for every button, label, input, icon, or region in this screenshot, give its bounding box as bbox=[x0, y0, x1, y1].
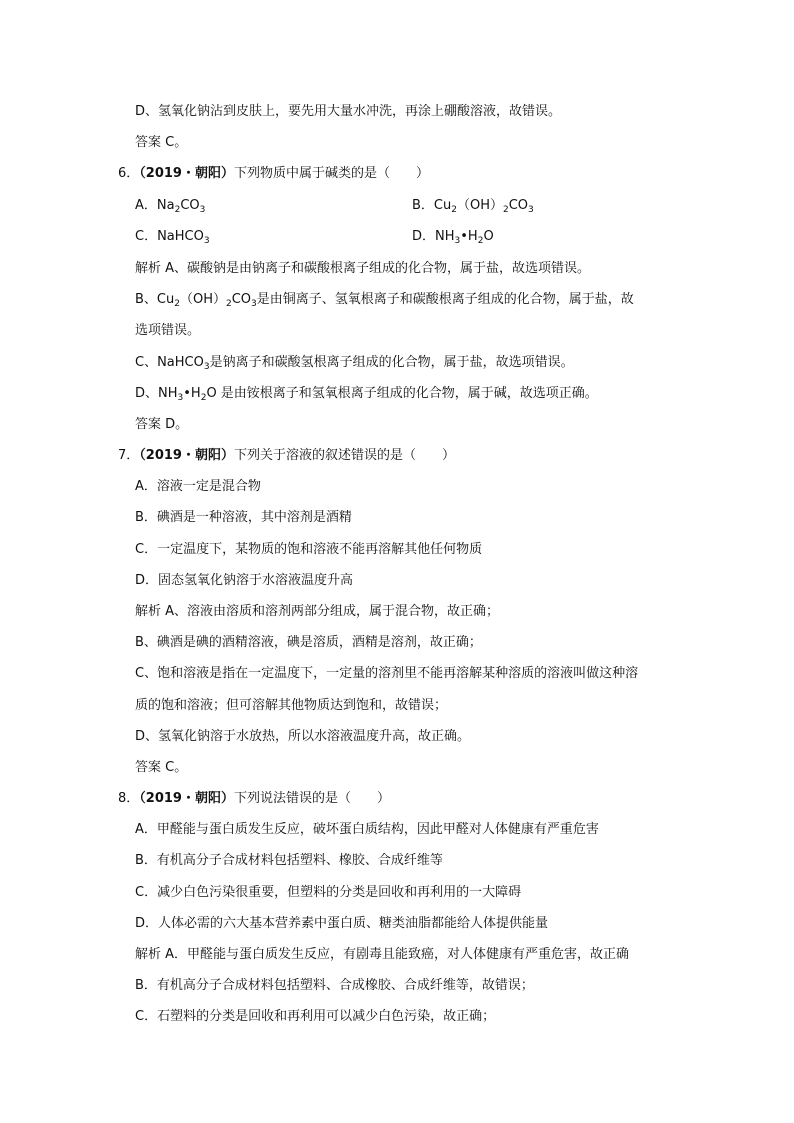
q7-option-d: D．固态氢氧化钠溶于水溶液温度升高 bbox=[135, 573, 354, 588]
q6-answer: 答案 D。 bbox=[135, 417, 189, 432]
question-text: 下列关于溶液的叙述错误的是（ ） bbox=[233, 448, 455, 463]
option-text: A．Na bbox=[135, 198, 175, 213]
explanation-text: B、Cu bbox=[135, 292, 175, 307]
q7-option-c: C．一定温度下，某物质的饱和溶液不能再溶解其他任何物质 bbox=[135, 542, 483, 557]
question-number: 8． bbox=[118, 791, 140, 806]
subscript: 3 bbox=[203, 236, 210, 246]
question-7-stem bbox=[118, 447, 455, 465]
subscript: 2 bbox=[503, 205, 509, 215]
subscript: 2 bbox=[226, 299, 232, 309]
option-text: CO bbox=[180, 198, 200, 213]
q7-explanation-c: C、饱和溶液是指在一定温度下，一定量的溶剂里不能再溶解某种溶质的溶液叫做这种溶 bbox=[135, 666, 639, 681]
prev-option-d: D、氢氧化钠沾到皮肤上，要先用大量水冲洗，再涂上硼酸溶液，故错误。 bbox=[135, 104, 562, 119]
q6-explanation-b-cont: 选项错误。 bbox=[135, 323, 201, 338]
q8-explanation-a: 解析 A．甲醛能与蛋白质发生反应，有剧毒且能致癌，对人体健康有严重危害，故正确 bbox=[135, 947, 630, 962]
question-8-stem bbox=[118, 790, 390, 808]
question-text: 下列说法错误的是（ ） bbox=[233, 791, 390, 806]
subscript: 2 bbox=[451, 205, 457, 215]
question-number: 7． bbox=[118, 448, 140, 463]
subscript: 2 bbox=[200, 393, 207, 403]
q6-explanation-c bbox=[135, 354, 574, 372]
q6-explanation-a: 解析 A、碳酸钠是由钠离子和碳酸根离子组成的化合物，属于盐，故选项错误。 bbox=[135, 261, 591, 276]
subscript: 2 bbox=[174, 205, 181, 215]
option-text: B．Cu bbox=[412, 198, 452, 213]
q7-explanation-c-cont: 质的饱和溶液；但可溶解其他物质达到饱和，故错误； bbox=[135, 698, 448, 713]
q7-answer: 答案 C。 bbox=[135, 760, 188, 775]
q7-option-a: A．溶液一定是混合物 bbox=[135, 479, 261, 494]
explanation-text: C、NaHCO bbox=[135, 355, 204, 370]
option-text: C．NaHCO bbox=[135, 229, 204, 244]
option-text: （OH） bbox=[456, 198, 503, 213]
question-number: 6． bbox=[118, 166, 140, 181]
q8-explanation-c: C．石塑料的分类是回收和再利用可以减少白色污染，故正确； bbox=[135, 1009, 496, 1024]
subscript: 3 bbox=[203, 362, 210, 372]
subscript: 2 bbox=[174, 299, 180, 309]
subscript: 3 bbox=[177, 393, 184, 403]
subscript: 3 bbox=[199, 205, 206, 215]
q8-option-b: B．有机高分子合成材料包括塑料、橡胶、合成纤维等 bbox=[135, 853, 443, 868]
question-text: 下列物质中属于碱类的是（ ） bbox=[233, 166, 429, 181]
q7-option-b: B．碘酒是一种溶液，其中溶剂是酒精 bbox=[135, 510, 352, 525]
q8-option-d: D．人体必需的六大基本营养素中蛋白质、糖类油脂都能给人体提供能量 bbox=[135, 916, 549, 931]
q6-option-a bbox=[135, 197, 205, 215]
question-source-tag: （2019・朝阳） bbox=[139, 166, 234, 181]
explanation-text: D、NH bbox=[135, 386, 178, 401]
option-text: CO bbox=[508, 198, 529, 213]
q6-option-c bbox=[135, 228, 210, 246]
explanation-text: 是钠离子和碳酸氢根离子组成的化合物，属于盐，故选项错误。 bbox=[209, 355, 574, 370]
question-source-tag: （2019・朝阳） bbox=[139, 448, 234, 463]
subscript: 3 bbox=[251, 299, 257, 309]
q7-explanation-d: D、氢氧化钠溶于水放热，所以水溶液温度升高，故正确。 bbox=[135, 729, 471, 744]
question-source-tag: （2019・朝阳） bbox=[139, 791, 234, 806]
explanation-text: （OH） bbox=[179, 292, 226, 307]
explanation-text: •H bbox=[183, 386, 201, 401]
subscript: 3 bbox=[454, 236, 461, 246]
subscript: 3 bbox=[528, 205, 534, 215]
q7-explanation-b: B、碘酒是碘的酒精溶液，碘是溶质，酒精是溶剂，故正确； bbox=[135, 635, 482, 650]
option-text: •H bbox=[460, 229, 478, 244]
q6-option-b bbox=[412, 197, 534, 215]
explanation-text: CO bbox=[231, 292, 252, 307]
q6-explanation-b bbox=[135, 291, 634, 309]
q7-explanation-a: 解析 A、溶液由溶质和溶剂两部分组成，属于混合物，故正确； bbox=[135, 604, 500, 619]
q8-option-a: A．甲醛能与蛋白质发生反应，破坏蛋白质结构，因此甲醛对人体健康有严重危害 bbox=[135, 822, 599, 837]
q8-option-c: C．减少白色污染很重要，但塑料的分类是回收和再利用的一大障碍 bbox=[135, 885, 522, 900]
option-text: D．NH bbox=[412, 229, 455, 244]
q8-explanation-b: B．有机高分子合成材料包括塑料、合成橡胶、合成纤维等，故错误； bbox=[135, 978, 534, 993]
prev-answer: 答案 C。 bbox=[135, 135, 188, 150]
q6-explanation-d bbox=[135, 385, 598, 403]
subscript: 2 bbox=[477, 236, 484, 246]
option-text: O bbox=[483, 229, 494, 244]
question-6-stem bbox=[118, 165, 429, 183]
explanation-text: 是由铜离子、氢氧根离子和碳酸根离子组成的化合物，属于盐，故 bbox=[256, 292, 634, 307]
explanation-text: O 是由铵根离子和氢氧根离子组成的化合物，属于碱，故选项正确。 bbox=[206, 386, 598, 401]
q6-option-d bbox=[412, 228, 494, 246]
